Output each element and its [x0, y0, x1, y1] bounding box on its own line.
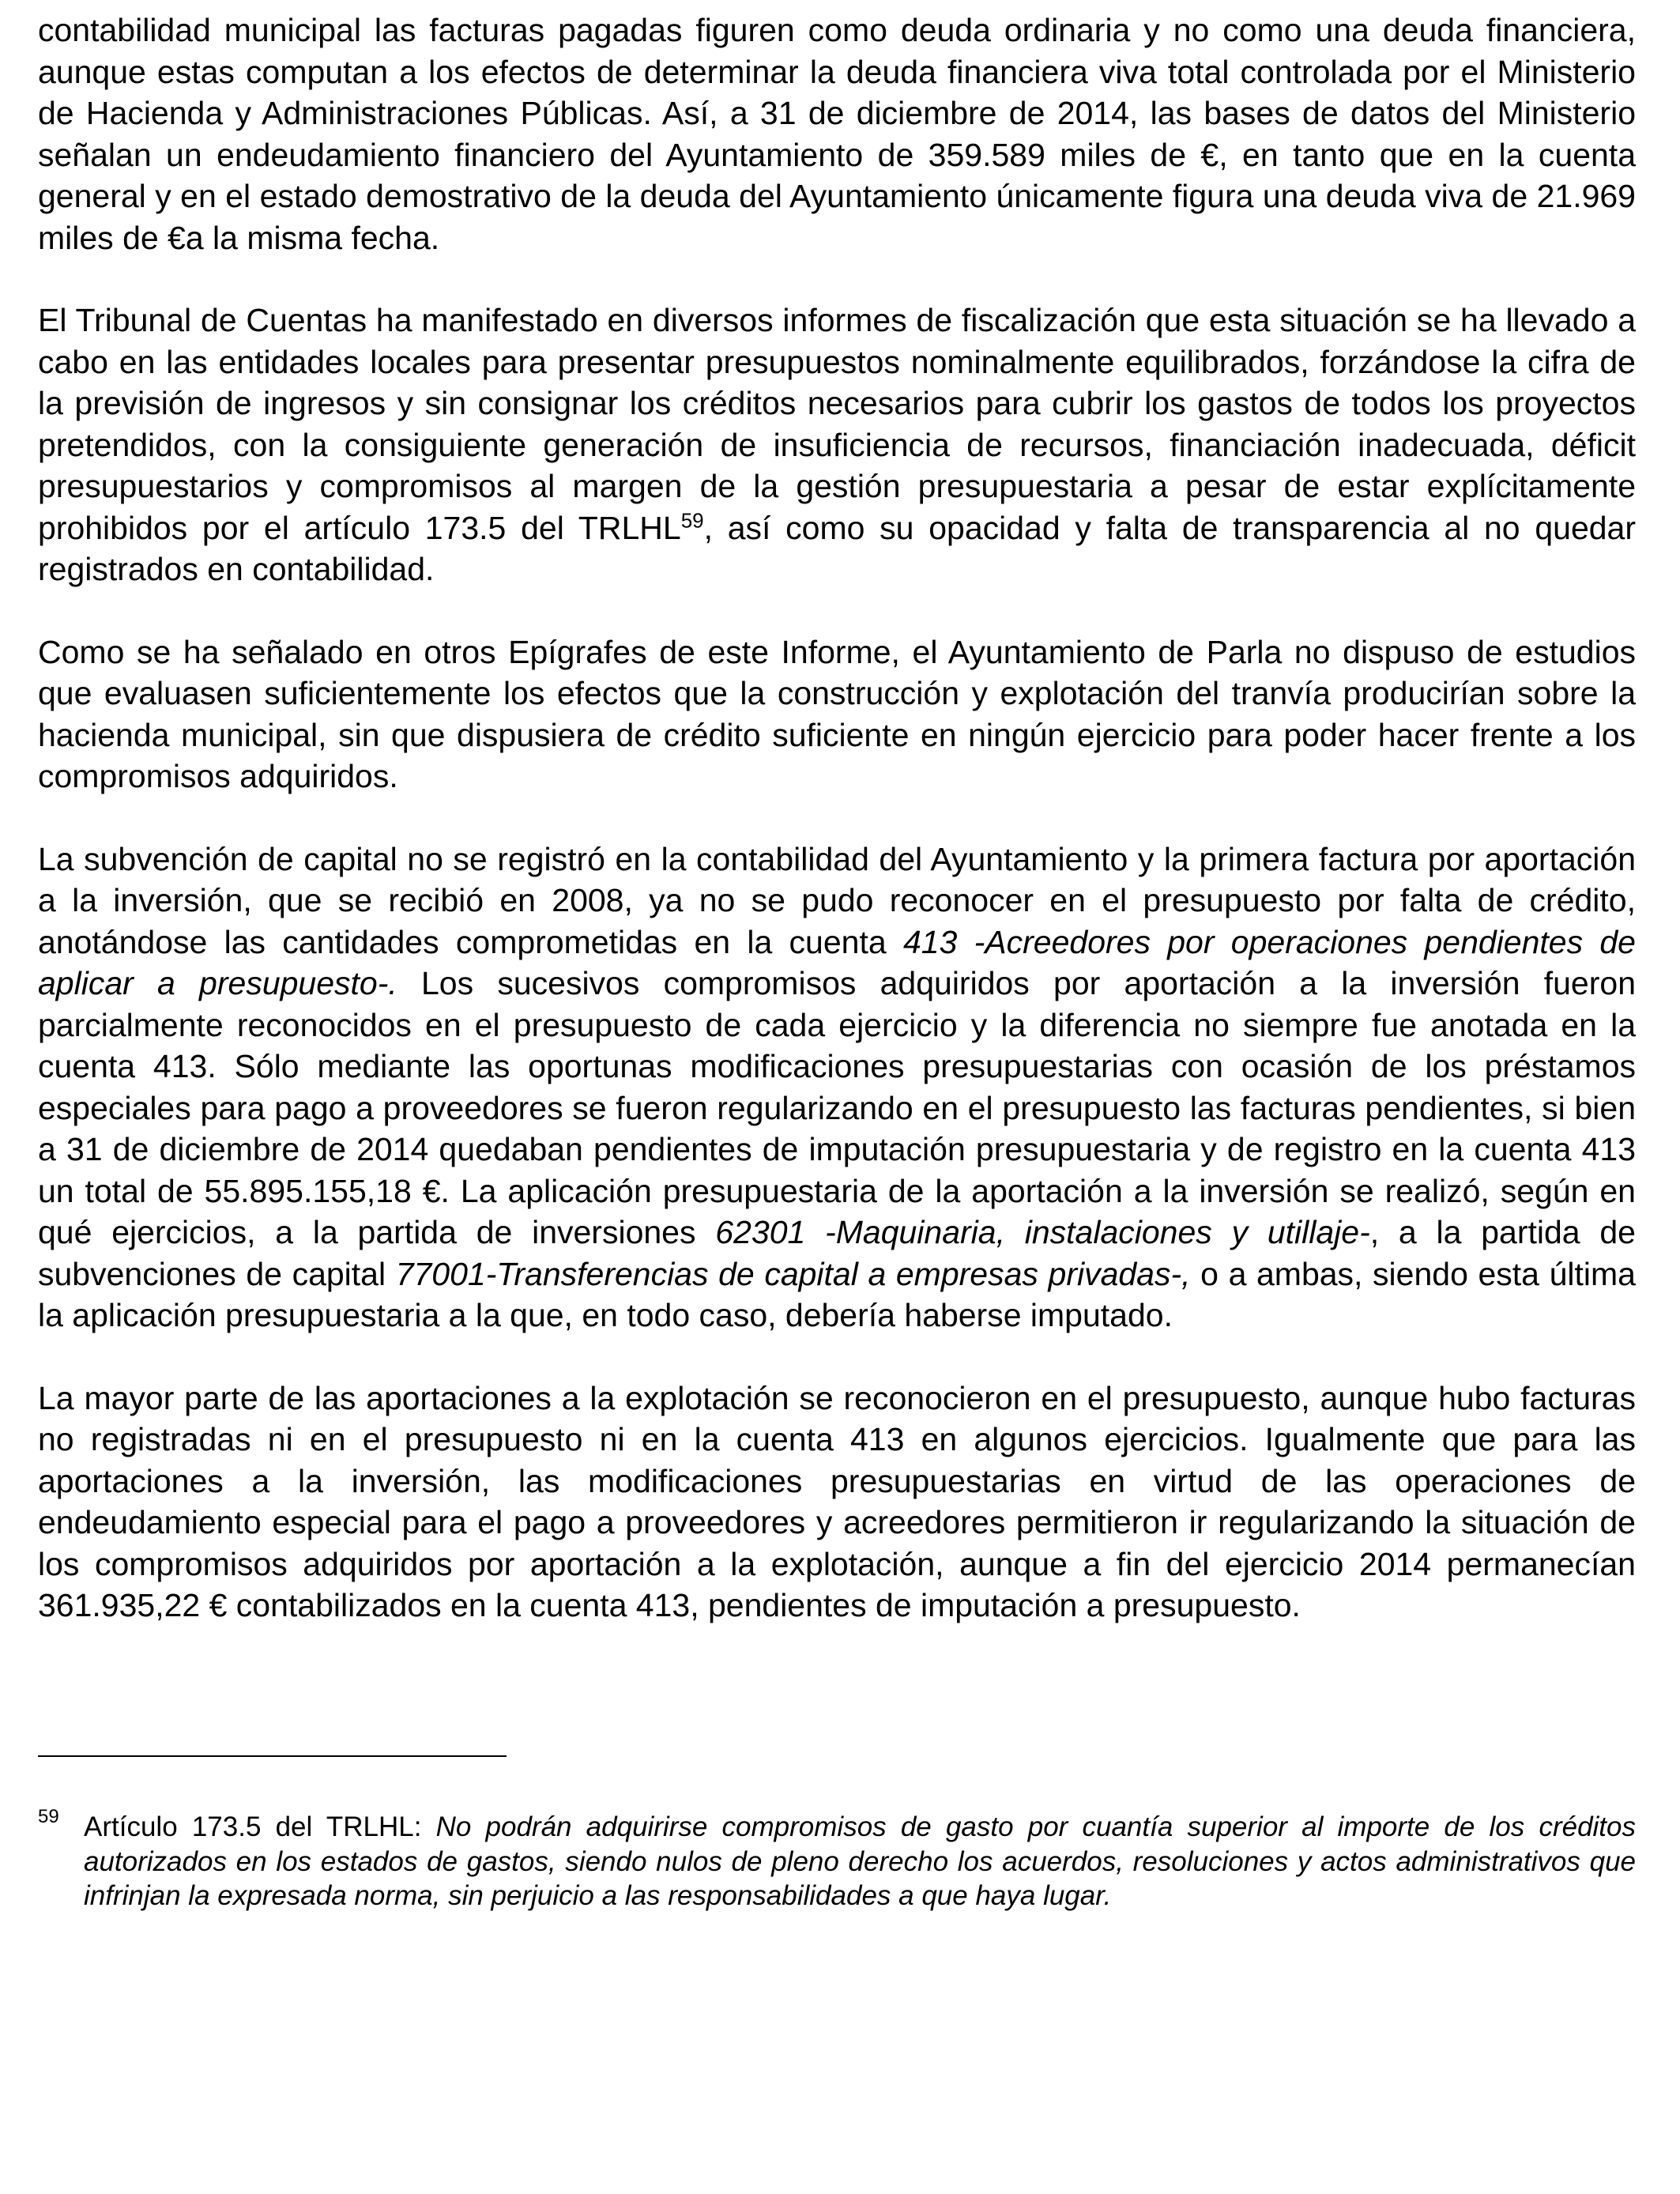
- paragraph-subvencion-capital: [38, 839, 1636, 1336]
- paragraph-deuda-financiera: [38, 9, 1636, 258]
- paragraph-text: La mayor parte de las aportaciones a la explotación se reconocieron en el presupuesto, aunque hubo facturas no registradas ni en el presupuesto ni en la cuenta 413 en algunos ejercicios. Igualmente que para las aportaciones a la inversión, las modificaciones presupuestarias en virtud de las operaciones de endeudamiento especial para el pago a proveedores y acreedores permitieron ir regularizando la situación de los compromisos adquiridos por aportación a la explotación, aunque a fin del ejercicio 2014 permanecían 361.935,22 € contabilizados en la cuenta 413, pendientes de imputación a presupuesto.: [38, 1379, 1636, 1623]
- footnote-59: [38, 1806, 1636, 1913]
- footnote-separator: [38, 1755, 507, 1757]
- footnote-reference[interactable]: 59: [680, 507, 704, 532]
- italic-account-413: 413 -Acreedores por operaciones pendientes de aplicar a presupuesto-.: [38, 923, 1636, 1001]
- paragraph-tribunal-cuentas: [38, 300, 1636, 590]
- italic-account-62301: 62301 -Maquinaria, instalaciones y utillaje-: [715, 1214, 1370, 1250]
- footnote-quote: No podrán adquirirse compromisos de gasto por cuantía superior al importe de los créditos autorizados en los estados de gastos, siendo nulos de pleno derecho los acuerdos, resoluciones y actos administrativos que infrinjan la expresada norma, sin perjuicio a las responsabilidades a que haya lugar.: [84, 1811, 1636, 1911]
- paragraph-text: , a la partida de subvenciones de capital: [38, 1214, 1636, 1292]
- document-body: [38, 9, 1636, 1668]
- paragraph-text: El Tribunal de Cuentas ha manifestado en diversos informes de fiscalización que esta situación se ha llevado a cabo en las entidades locales para presentar presupuestos nominalmente equilibrados, forzándose la cifra de la previsión de ingresos y sin consignar los créditos necesarios para cubrir los gastos de todos los proyectos pretendidos, con la consiguiente generación de insuficiencia de recursos, financiación inadecuada, déficit presupuestarios y compromisos al margen de la gestión presupuestaria a pesar de estar explícitamente prohibidos por el artículo 173.5 del TRLHL: [38, 302, 1636, 546]
- footnote-label: Artículo 173.5 del TRLHL:: [84, 1811, 436, 1842]
- paragraph-parla-estudios: [38, 631, 1636, 797]
- paragraph-text: contabilidad municipal las facturas pagadas figuren como deuda ordinaria y no como una deuda financiera, aunque estas computan a los efectos de determinar la deuda financiera viva total controlada por el Ministerio de Hacienda y Administraciones Públicas. Así, a 31 de diciembre de 2014, las bases de datos del Ministerio señalan un endeudamiento financiero del Ayuntamiento de 359.589 miles de €, en tanto que en la cuenta general y en el estado demostrativo de la deuda del Ayuntamiento únicamente figura una deuda viva de 21.969 miles de €a la misma fecha.: [38, 12, 1636, 256]
- paragraph-text: Los sucesivos compromisos adquiridos por aportación a la inversión fueron parcialmente reconocidos en el presupuesto de cada ejercicio y la diferencia no siempre fue anotada en la cuenta 413. Sólo mediante las oportunas modificaciones presupuestarias con ocasión de los préstamos especiales para pago a proveedores se fueron regularizando en el presupuesto las facturas pendientes, si bien a 31 de diciembre de 2014 quedaban pendientes de imputación presupuestaria y de registro en la cuenta 413 un total de 55.895.155,18 €. La aplicación presupuestaria de la aportación a la inversión se realizó, según en qué ejercicios, a la partida de inversiones: [38, 965, 1636, 1250]
- footnote-text: [84, 1810, 1636, 1913]
- paragraph-text: Como se ha señalado en otros Epígrafes de este Informe, el Ayuntamiento de Parla no dispuso de estudios que evaluasen suficientemente los efectos que la construcción y explotación del tranvía producirían sobre la hacienda municipal, sin que dispusiera de crédito suficiente en ningún ejercicio para poder hacer frente a los compromisos adquiridos.: [38, 633, 1636, 794]
- paragraph-aportaciones-explotacion: [38, 1378, 1636, 1627]
- paragraph-text: La subvención de capital no se registró en la contabilidad del Ayuntamiento y la primera factura por aportación a la inversión, que se recibió en 2008, ya no se pudo reconocer en el presupuesto por falta de crédito, anotándose las cantidades comprometidas en la cuenta: [38, 840, 1636, 960]
- italic-account-77001: 77001-Transferencias de capital a empresas privadas-,: [395, 1255, 1191, 1292]
- footnote-mark: 59: [38, 1806, 59, 1827]
- paragraph-text: , así como su opacidad y falta de transparencia al no quedar registrados en contabilidad.: [38, 509, 1637, 587]
- paragraph-text: o a ambas, siendo esta última la aplicación presupuestaria a la que, en todo caso, debería haberse imputado.: [38, 1255, 1636, 1333]
